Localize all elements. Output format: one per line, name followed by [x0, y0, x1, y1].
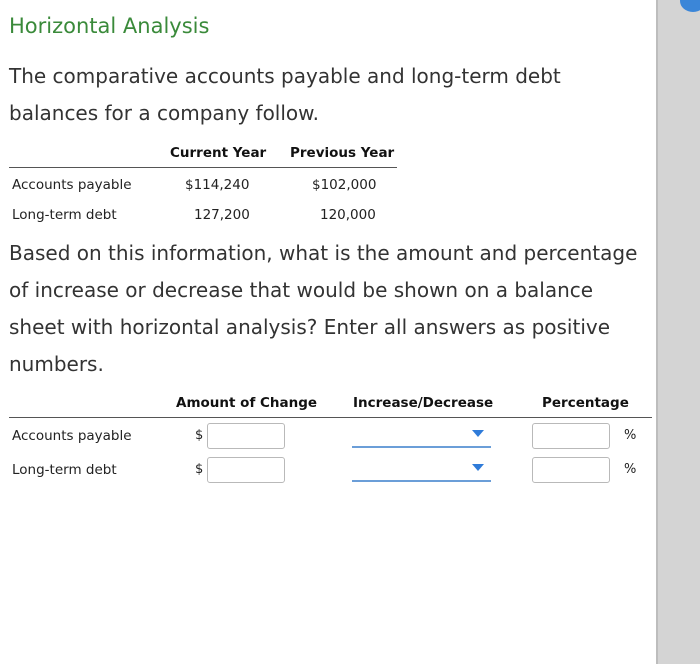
previous-value: $102,000 [312, 177, 377, 193]
answer-header-divider [9, 417, 652, 418]
current-value: 127,200 [194, 207, 250, 223]
amount-of-change-input[interactable] [207, 457, 285, 483]
percent-symbol: % [624, 428, 637, 443]
table-row [9, 170, 397, 200]
percentage-input[interactable] [532, 423, 610, 449]
current-value: $114,240 [185, 177, 250, 193]
increase-decrease-dropdown[interactable] [352, 458, 491, 482]
header-increase-decrease: Increase/Decrease [353, 395, 494, 411]
amount-of-change-field[interactable] [208, 458, 284, 482]
header-current-year: Current Year [170, 145, 267, 161]
increase-decrease-dropdown[interactable] [352, 424, 491, 448]
table-row [9, 455, 652, 485]
scrollbar-edge [656, 0, 658, 664]
currency-symbol: $ [195, 428, 204, 443]
row-label: Long-term debt [12, 207, 117, 223]
balances-header-row [9, 138, 397, 168]
balances-header-divider [9, 167, 397, 168]
scrollbar-track[interactable] [656, 0, 700, 664]
percentage-input[interactable] [532, 457, 610, 483]
currency-symbol: $ [195, 462, 204, 477]
header-previous-year: Previous Year [290, 145, 395, 161]
previous-value: 120,000 [320, 207, 376, 223]
percentage-field[interactable] [533, 424, 609, 448]
row-label: Long-term debt [12, 462, 117, 478]
caret-down-icon [472, 430, 484, 437]
question-text: Based on this information, what is the amount and percentage of increase or decrease that would be shown on a balance sheet with horizontal analysis? Enter all answers as positive numbers. [9, 241, 638, 376]
header-percentage: Percentage [542, 395, 629, 411]
amount-of-change-input[interactable] [207, 423, 285, 449]
page-title: Horizontal Analysis [9, 14, 210, 38]
table-row [9, 421, 652, 451]
intro-text: The comparative accounts payable and long-term debt balances for a company follow. [9, 64, 561, 125]
header-amount-of-change: Amount of Change [176, 395, 318, 411]
row-label: Accounts payable [12, 177, 132, 193]
percentage-field[interactable] [533, 458, 609, 482]
caret-down-icon [472, 464, 484, 471]
answer-header-row [9, 388, 652, 418]
percent-symbol: % [624, 462, 637, 477]
table-row [9, 200, 397, 230]
amount-of-change-field[interactable] [208, 424, 284, 448]
row-label: Accounts payable [12, 428, 132, 444]
